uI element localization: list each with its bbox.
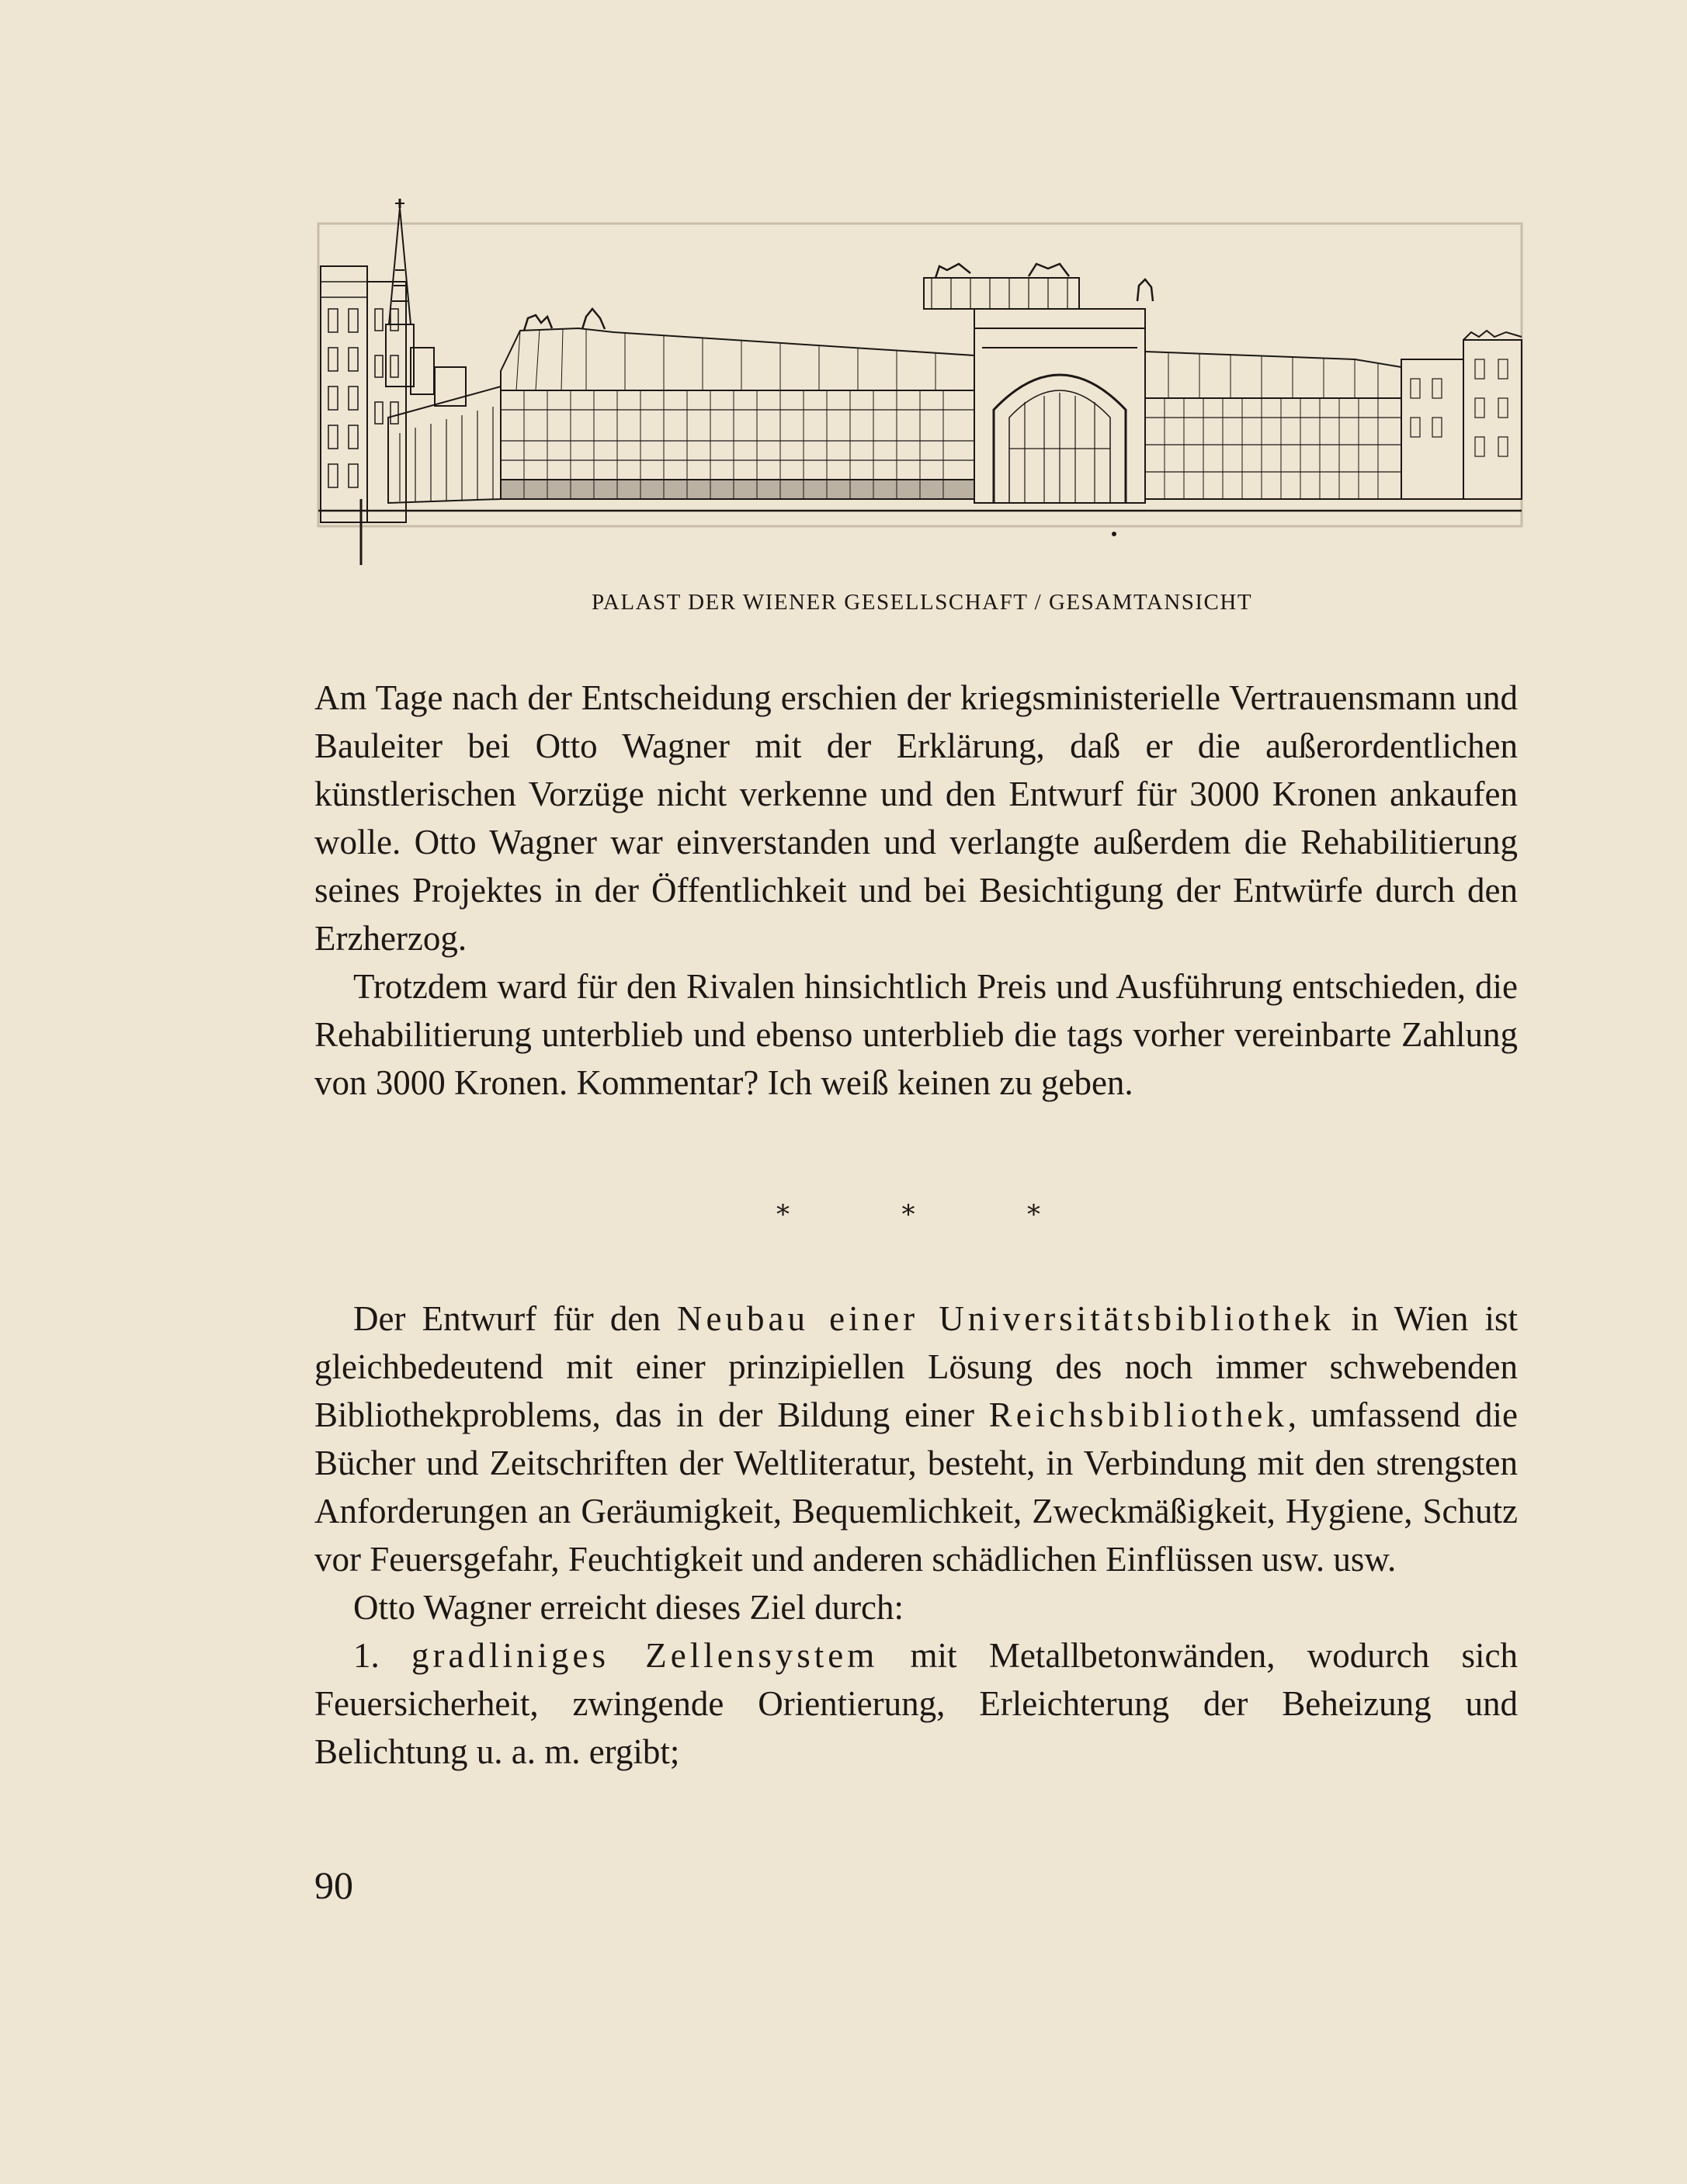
- text-block-1: [314, 674, 1518, 1107]
- figure-caption: PALAST DER WIENER GESELLSCHAFT / GESAMTANSICHT: [591, 590, 1253, 615]
- text-run: in Wien ist gleichbedeutend mit einer prinzipiellen Lösung des noch immer schwebenden Bibliothekproblems, das in der Bildung einer: [314, 1299, 1519, 1434]
- palace-illustration: [314, 192, 1529, 581]
- text-block-2: [314, 1295, 1518, 1776]
- page-number: 90: [314, 1863, 353, 1907]
- paragraph: Otto Wagner erreicht dieses Ziel durch:: [353, 1588, 904, 1627]
- text-run: , umfassend die Bücher und Zeitschriften der Weltliteratur, besteht, in Verbindung mit den strengsten Anforderungen an Geräumigkeit, Bequemlichkeit, Zweckmäßigkeit, Hygiene, Schutz vor Feuersgefahr, Feuchtigkeit und anderen schädlichen Einflüssen usw. usw.: [314, 1395, 1519, 1579]
- emphasized-term: Neubau einer Universitätsbibliothek: [677, 1299, 1335, 1338]
- separator-star: *: [901, 1199, 915, 1230]
- separator-star: *: [1027, 1199, 1040, 1230]
- item-number: 1.: [353, 1636, 380, 1675]
- text-run: Der Entwurf für den: [353, 1299, 678, 1338]
- emphasized-term: Reichsbibliothek: [988, 1395, 1288, 1434]
- paragraph: Trotzdem ward für den Rivalen hinsichtlich Preis und Ausführung entschieden, die Rehabilitierung unterblieb und ebenso unterblieb die tags vorher vereinbarte Zahlung von 3000 Kronen. Kommentar? Ich weiß keinen zu geben.: [314, 967, 1518, 1102]
- paragraph: Am Tage nach der Entscheidung erschien der kriegsministerielle Vertrauensmann und Bauleiter bei Otto Wagner mit der Erklärung, daß er die außerordentlichen künstlerischen Vorzüge nicht verkenne und den Entwurf für 3000 Kronen ankaufen wolle. Otto Wagner war einverstanden und verlangte außerdem die Rehabilitierung seines Projektes in der Öffentlichkeit und bei Besichtigung der Entwürfe durch den Erzherzog.: [314, 678, 1518, 958]
- list-item: [314, 1631, 1518, 1776]
- separator-star: *: [776, 1199, 790, 1230]
- emphasized-term: gradliniges Zellensystem: [411, 1636, 879, 1675]
- section-separator: [776, 1199, 1040, 1230]
- paragraph: [314, 1295, 1518, 1583]
- text-run: mit Metallbetonwänden, wodurch sich Feuersicherheit, zwingende Orientierung, Erleichterung der Beheizung und Belichtung u. a. m. ergibt;: [314, 1636, 1518, 1771]
- palace-engraving: [314, 192, 1529, 581]
